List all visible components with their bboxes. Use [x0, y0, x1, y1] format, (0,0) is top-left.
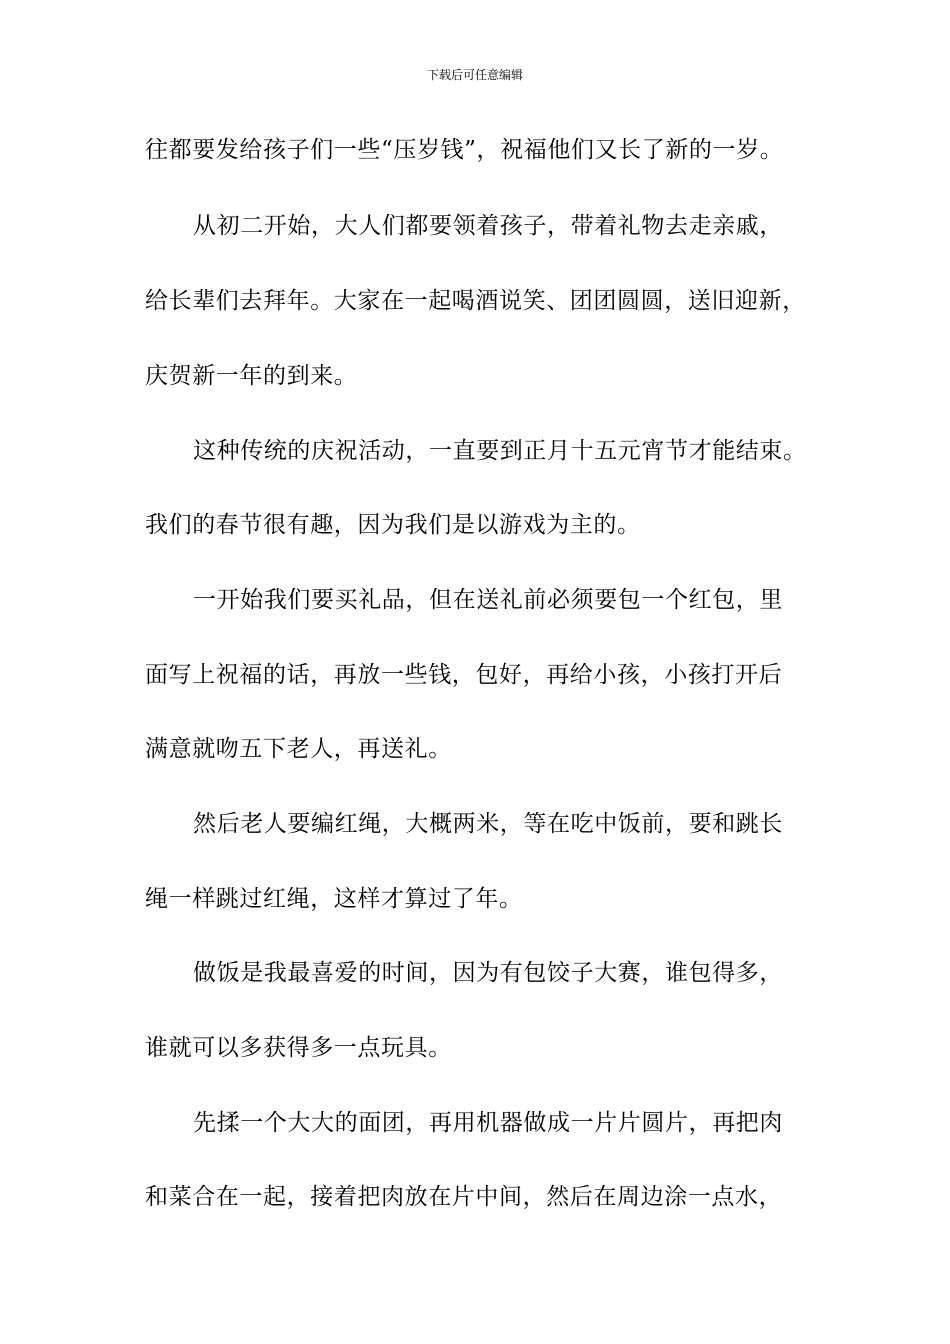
text-line: 满意就吻五下老人，再送礼。 [145, 736, 452, 762]
text-line: 从初二开始，大人们都要领着孩子，带着礼物去走亲戚， [193, 213, 783, 239]
text-line: 绳一样跳过红绳，这样才算过了年。 [145, 886, 523, 912]
text-line: 做饭是我最喜爱的时间，因为有包饺子大赛，谁包得多， [193, 960, 783, 986]
text-line: 庆贺新一年的到来。 [145, 363, 358, 389]
text-line: 往都要发给孩子们一些“压岁钱”，祝福他们又长了新的一岁。 [145, 137, 784, 163]
text-line: 一开始我们要买礼品，但在送礼前必须要包一个红包，里 [193, 587, 783, 613]
text-line: 先揉一个大大的面团，再用机器做成一片片圆片，再把肉 [193, 1110, 783, 1136]
text-line: 这种传统的庆祝活动，一直要到正月十五元宵节才能结束。 [193, 438, 807, 464]
text-line: 和菜合在一起，接着把肉放在片中间，然后在周边涂一点水， [145, 1184, 783, 1210]
text-line: 谁就可以多获得多一点玩具。 [145, 1035, 452, 1061]
text-line: 我们的春节很有趣，因为我们是以游戏为主的。 [145, 512, 641, 538]
page-header: 下载后可任意编辑 [426, 68, 523, 82]
text-line: 给长辈们去拜年。大家在一起喝酒说笑、团团圆圆，送旧迎新， [145, 288, 806, 314]
text-line: 面写上祝福的话，再放一些钱，包好，再给小孩，小孩打开后 [145, 662, 783, 688]
text-line: 然后老人要编红绳，大概两米，等在吃中饭前，要和跳长 [193, 811, 783, 837]
